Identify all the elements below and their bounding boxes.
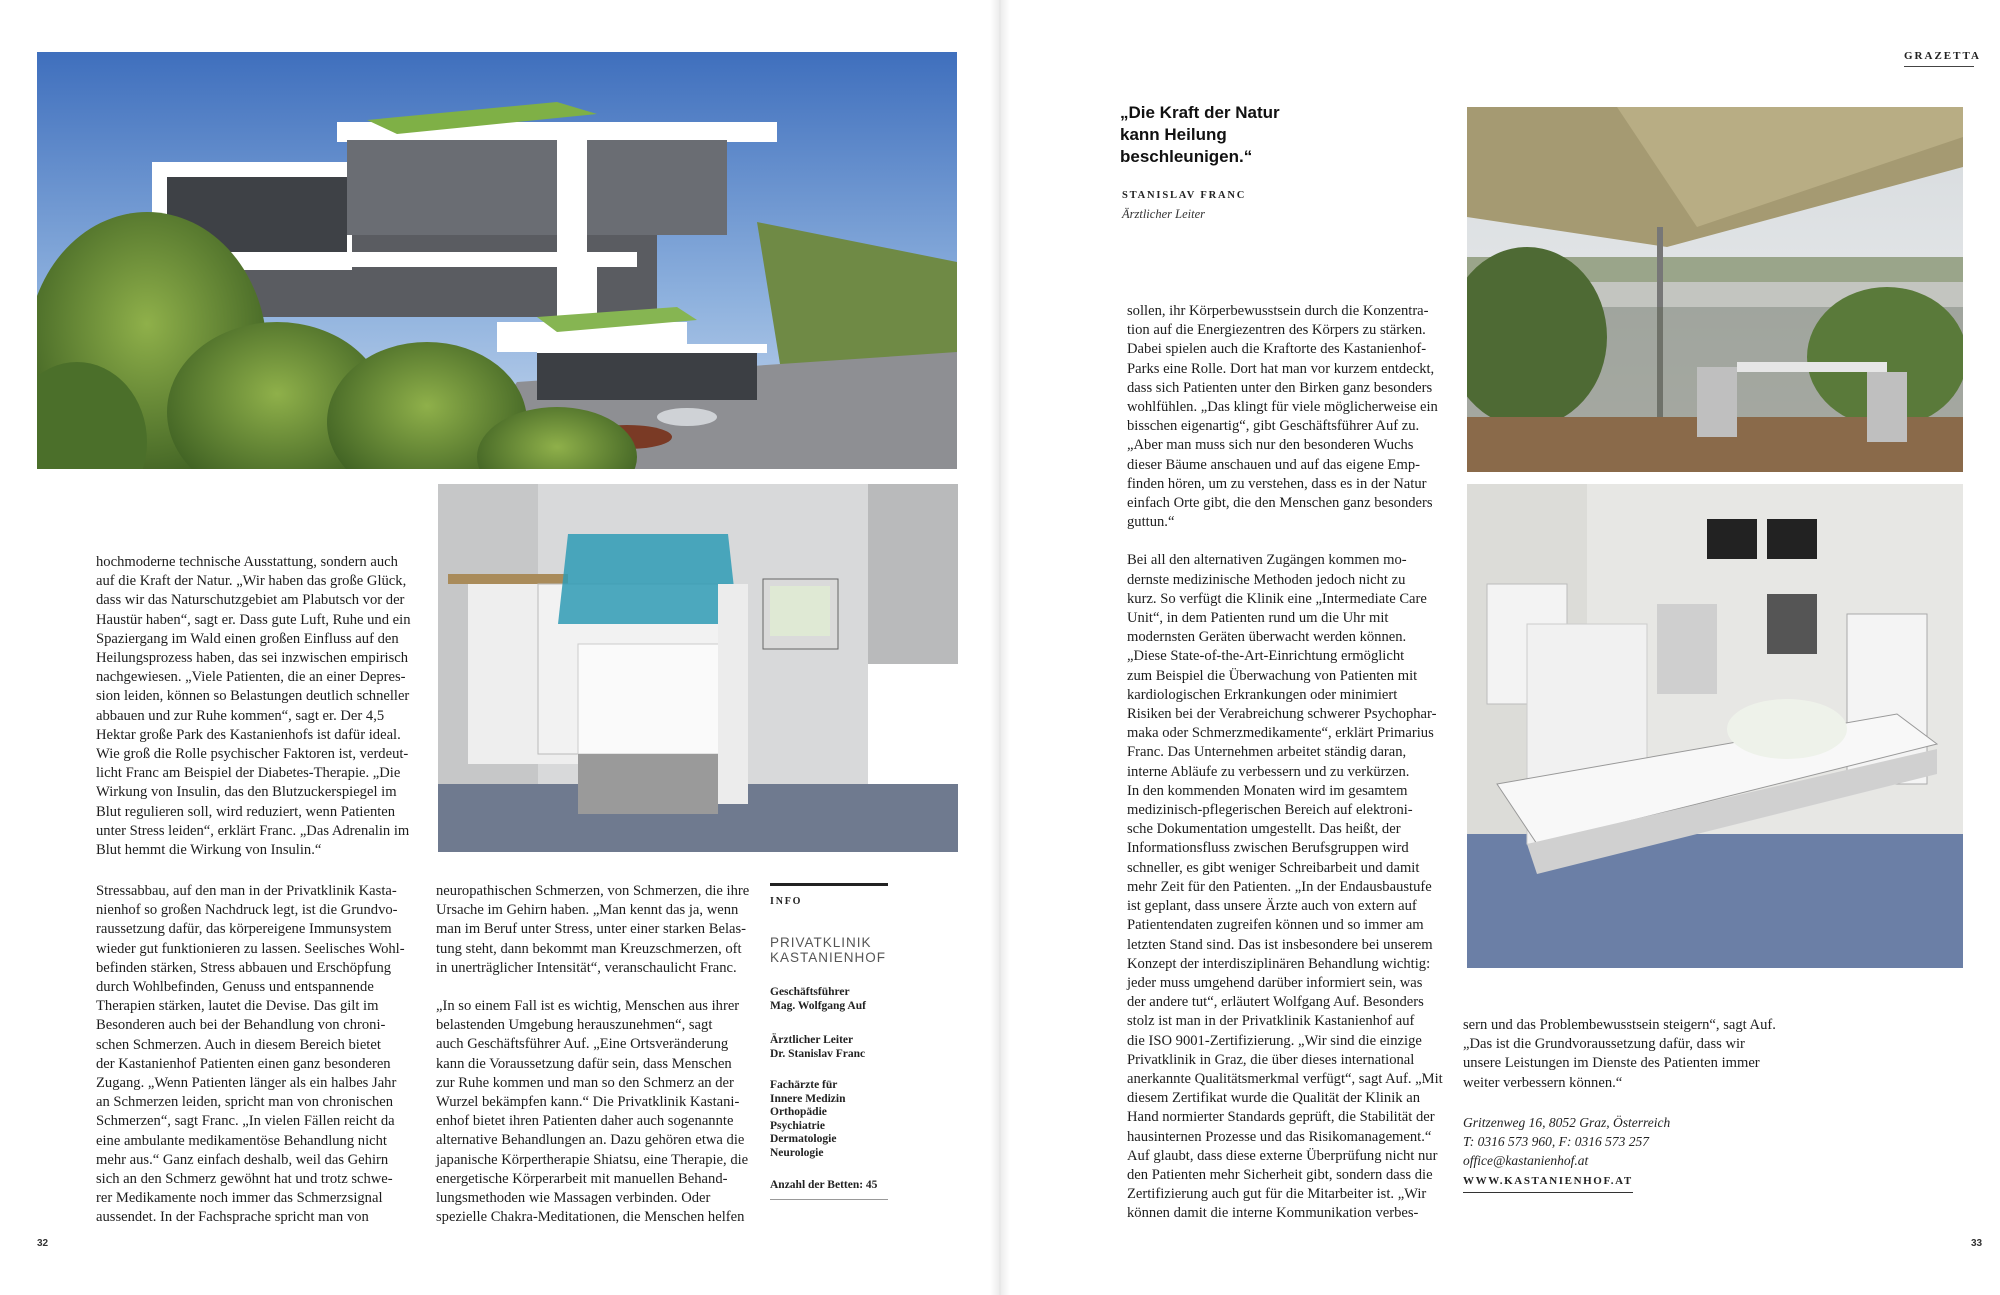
paragraph: „In so einem Fall ist es wichtig, Menschen aus ihrer belastenden Umgebung herauszunehmen“, sagt auch Geschäftsführer Auf. „Eine Ortsveränderung kann die Voraussetzung dafür sein, dass Menschen zur Ruhe kommen und man so den Schmerz an der Wurzel bekämpfen kann.“ Die Privatklinik Kastani- enhof bietet ihren Patienten daher auch sogenannte alternative Behandlungen an. Dazu gehören etwa die japanische Körpertherapie Shiatsu, eine Therapie, die energetische Körperarbeit mit manuellen Behand- lungsmethoden wie Massagen verbinden. Oder spezielle Chakra-Meditationen, die Menschen helfen	[436, 998, 749, 1226]
manager-label: Geschäftsführer	[770, 986, 850, 998]
icu-room-image	[1467, 484, 1963, 968]
specialty-item: Psychiatrie	[770, 1119, 825, 1132]
website-link[interactable]: WWW.KASTANIENHOF.AT	[1463, 1172, 1633, 1193]
page-number-right: 33	[1971, 1238, 1983, 1249]
right-column-2	[1463, 1016, 1783, 1112]
left-column-2	[436, 882, 756, 1246]
terrace-image	[1467, 107, 1963, 472]
info-heading: INFO	[770, 896, 803, 907]
beds-count: Anzahl der Betten: 45	[770, 1178, 878, 1191]
paragraph: sern und das Problembewusstsein steigern“, sagt Auf. „Das ist die Grundvoraussetzung dafür, dass wir unsere Leistungen im Dienste des Patienten immer weiter verbessern können.“	[1463, 1017, 1776, 1091]
right-column-1	[1127, 302, 1447, 1243]
magazine-name: GRAZETTA	[1904, 50, 1981, 62]
specialties-list	[770, 1079, 888, 1161]
manager-name: Mag. Wolfgang Auf	[770, 1000, 866, 1012]
info-title: PRIVATKLINIK KASTANIENHOF	[770, 935, 887, 965]
paragraph: hochmoderne technische Ausstattung, sondern auch auf die Kraft der Natur. „Wir haben das große Glück, dass wir das Naturschutzgebiet am Plabutsch vor der Haustür haben“, sagt er. Dass gute Luft, Ruhe und ein Spaziergang im Wald einen großen Einfluss auf den Heilungsprozess haben, das sei inzwischen empirisch nachgewiesen. „Viele Patienten, die an einer Depres- sion leiden, können so Belastungen deutlich schneller abbauen und zur Ruhe kommen“, sagt er. Der 4,5 Hektar große Park des Kastanienhofs ist dafür ideal. Wie groß die Rolle psychischer Faktoren ist, verdeut- licht Franc am Beispiel der Diabetes-Therapie. „Die Wirkung von Insulin, das den Blutzuckerspiegel im Blut regulieren soll, wird reduziert, wenn Patienten unter Stress leiden“, erklärt Franc. „Das Adrenalin im Blut hemmt die Wirkung von Insulin.“	[96, 554, 411, 859]
quote-role: Ärztlicher Leiter	[1122, 207, 1205, 221]
paragraph: neuropathischen Schmerzen, von Schmerzen, die ihre Ursache im Gehirn haben. „Man kennt das ja, wenn man im Beruf unter Stress, unter einer starken Belas- tung steht, dann bekommt man Kreuzschmerzen, oft in unerträglicher Intensität“, veranschaulicht Franc.	[436, 883, 750, 976]
left-column-1-bottom	[96, 882, 416, 1247]
building-rendering-image	[37, 52, 957, 469]
contact-info	[1463, 1113, 1670, 1193]
page-gutter	[990, 0, 1010, 1295]
specialty-item: Innere Medizin	[770, 1092, 846, 1105]
contact-phone: T: 0316 573 960, F: 0316 573 257	[1463, 1134, 1650, 1149]
contact-address: Gritzenweg 16, 8052 Graz, Österreich	[1463, 1115, 1671, 1130]
lab-analyzer-image	[438, 484, 958, 852]
header-rule	[1904, 66, 1974, 67]
pull-quote: „Die Kraft der Natur kann Heilung beschleunigen.“	[1120, 103, 1280, 166]
specialty-item: Neurologie	[770, 1146, 824, 1159]
info-rule	[770, 1199, 888, 1200]
paragraph: sollen, ihr Körperbewusstsein durch die Konzentra- tion auf die Energiezentren des Körpers zu stärken. Dabei spielen auch die Kraftorte des Kastanienhof- Parks eine Rolle. Dort hat man vor kurzem entdeckt, dass sich Patienten unter den Birken ganz besonders wohlfühlen. „Das klingt für viele möglicherweise ein bisschen eigenartig“, gibt Geschäftsführer Auf zu. „Aber man muss sich nur den besonderen Wuchs dieser Bäume anschauen und auf das eigene Emp- finden hören, um zu verstehen, dass es in der Natur einfach Orte gibt, die den Menschen ganz besonders guttun.“	[1127, 303, 1438, 531]
paragraph: Bei all den alternativen Zugängen kommen mo- dernste medizinische Methoden jedoch nicht zu kurz. So verfügt die Klinik eine „Intermediate Care Unit“, in dem Patienten rund um die Uhr mit modernsten Geräten überwacht werden können. „Diese State-of-the-Art-Einrichtung ermöglicht zum Beispiel die Überwachung von Patienten mit kardiologischen Erkrankungen oder minimiert Risiken bei der Verabreichung schwerer Psychophar- maka oder Schmerzmedikamente“, erklärt Primarius Franc. Das Unternehmen arbeitet ständig daran, interne Abläufe zu verbessern und zu verkürzen. In den kommenden Monaten wird im gesamtem medizinisch-pflegerischen Bereich auf elektroni- sche Dokumentation umgestellt. Das heißt, der Informationsfluss zwischen Berufsgruppen wird schneller, es gibt weniger Schreibarbeit und damit mehr Zeit für den Patienten. „In der Endausbaustufe ist geplant, dass unsere Ärzte auch von extern auf Patientendaten zugreifen können und so immer am letzten Stand sind. Das ist insbesondere bei unserem Konzept der interdisziplinären Behandlung wichtig: jeder muss umgehend darüber informiert sein, was der andere tut“, erläutert Wolfgang Auf. Besonders stolz ist man in der Privatklinik Kastanienhof auf die ISO 9001-Zertifizierung. „Wir sind die einzige Privatklinik in Graz, die über dieses international anerkannte Qualitätsmerkmal verfügt“, sagt Auf. „Mit diesem Zertifikat wurde die Qualität der Klinik an Hand normierter Standards geprüft, die Stabilität der hausinternen Prozesse und das Risikomanagement.“ Auf glaubt, dass diese externe Überprüfung nicht nur den Patienten mehr Sicherheit gibt, sondern dass die Zertifizierung auch gut für die Mitarbeiter ist. „Wir können damit die interne Kommunikation verbes-	[1127, 552, 1443, 1222]
quote-author: STANISLAV FRANC	[1122, 190, 1247, 201]
director-name: Dr. Stanislav Franc	[770, 1048, 866, 1060]
left-column-1-top	[96, 553, 416, 879]
info-manager	[770, 985, 888, 1013]
info-rule	[770, 883, 888, 886]
specialty-item: Dermatologie	[770, 1133, 837, 1146]
specialty-item: Fachärzte für	[770, 1079, 838, 1091]
specialty-item: Orthopädie	[770, 1106, 827, 1119]
director-label: Ärztlicher Leiter	[770, 1034, 854, 1046]
page-number-left: 32	[37, 1238, 49, 1249]
info-box	[770, 883, 888, 1200]
contact-email[interactable]: office@kastanienhof.at	[1463, 1153, 1589, 1168]
info-director	[770, 1033, 888, 1061]
paragraph: Stressabbau, auf den man in der Privatklinik Kasta- nienhof so großen Nachdruck legt, ist die Grundvo- raussetzung dafür, das körpereigene Immunsystem wieder gut funktionieren zu lassen. Seelisches Wohl- befinden stärken, Stress abbauen und Erschöpfung durch Wohlbefinden, Genuss und entspannende Therapien stärken, lautet die Devise. Das gilt im Besonderen auch bei der Behandlung von chroni- schen Schmerzen. Auch in diesem Bereich bietet der Kastanienhof Patienten einen ganz besonderen Zugang. „Wenn Patienten länger als ein halbes Jahr an Schmerzen leiden, spricht man von chronischen Schmerzen“, sagt Franc. „In vielen Fällen reicht da eine ambulante medikamentöse Behandlung nicht mehr aus.“ Ganz einfach deshalb, weil das Gehirn sich an den Schmerz gewöhnt hat und trotz schwe- rer Medikamente noch immer das Schmerzsignal aussendet. In der Fachsprache spricht man von	[96, 883, 405, 1226]
